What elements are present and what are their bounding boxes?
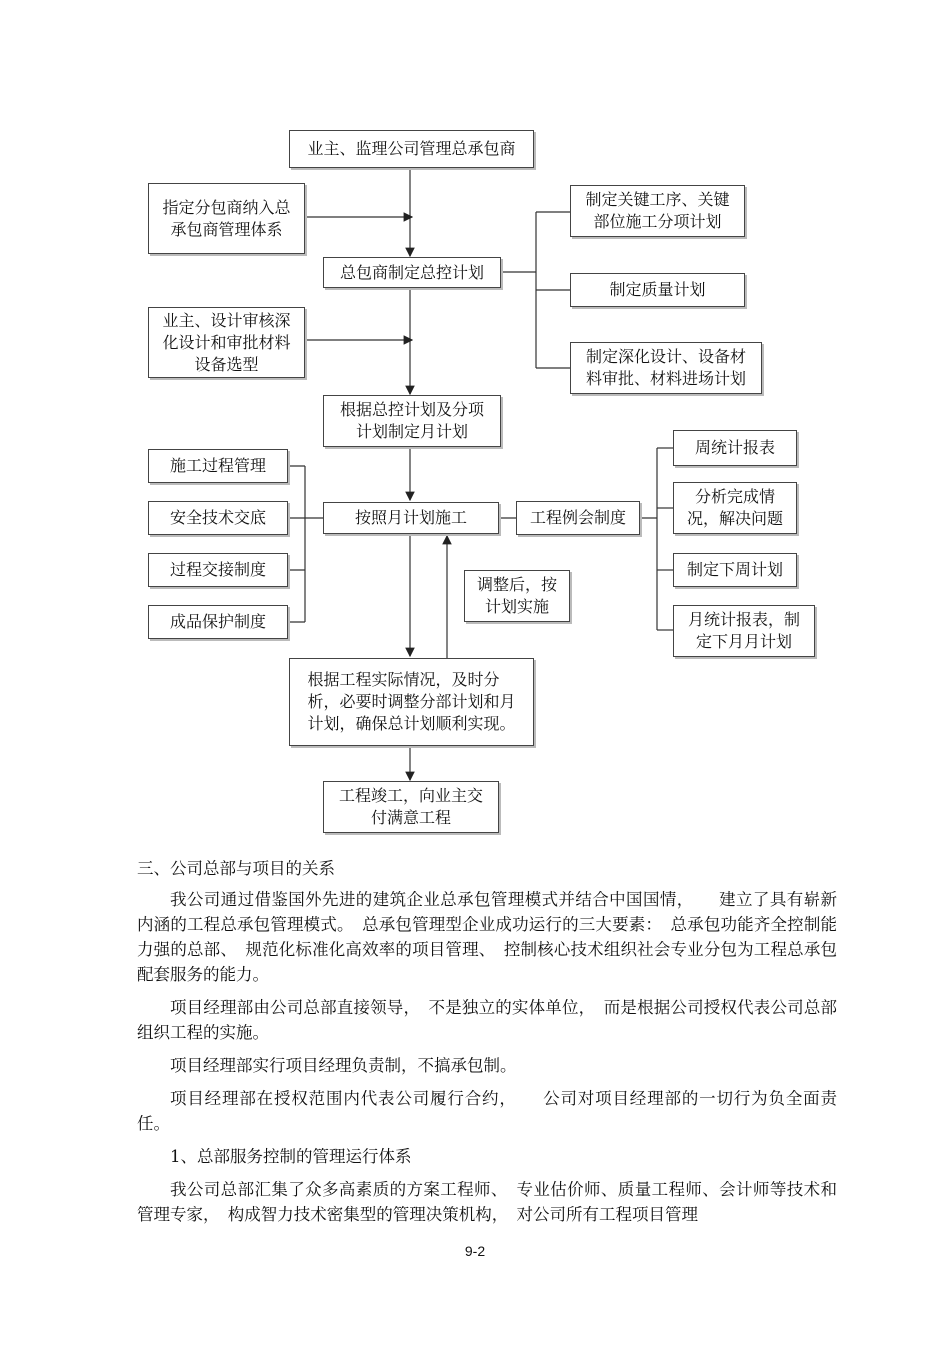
flow-box-completion: 工程竣工，向业主交 付满意工程: [323, 781, 499, 833]
subheading: 1、总部服务控制的管理运行体系: [170, 1147, 412, 1166]
flow-box-handover-system: 过程交接制度: [148, 553, 288, 587]
flow-box-safety-briefing: 安全技术交底: [148, 501, 288, 535]
flow-box-quality-plan: 制定质量计划: [570, 273, 745, 307]
flow-box-monthly-plan: 根据总控计划及分项 计划制定月计划: [323, 395, 501, 447]
flow-box-process-management: 施工过程管理: [148, 449, 288, 483]
flow-box-monthly-report-text: 月统计报表，制 定下月月计划: [687, 610, 800, 651]
flow-box-next-week-plan: 制定下周计划: [673, 553, 797, 587]
body-text: [137, 887, 837, 1227]
flow-box-analysis: 根据工程实际情况，及时分 析，必要时调整分部计划和月 计划，确保总计划顺利实现。: [289, 658, 534, 746]
paragraph: 项目经理部在授权范围内代表公司履行合约， 公司对项目经理部的一切行为负全面责任。: [137, 1089, 837, 1133]
flow-box-master-plan: 总包商制定总控计划: [323, 257, 501, 288]
paragraph: 项目经理部由公司总部直接领导， 不是独立的实体单位， 而是根据公司授权代表公司总部组织工程的实施。: [137, 998, 837, 1042]
paragraph: 我公司通过借鉴国外先进的建筑企业总承包管理模式并结合中国国情， 建立了具有崭新内涵的工程总承包管理模式。 总承包管理型企业成功运行的三大要素： 总承包功能齐全控制能力强的总部、 规范化标准化高效率的项目管理、 控制核心技术组织社会专业分包为工程总承包配套服务的能力。: [137, 890, 837, 984]
flow-box-weekly-report: 周统计报表: [673, 430, 797, 466]
flow-box-analysis-completion: [673, 482, 797, 534]
flow-box-adjust: 调整后，按 计划实施: [464, 570, 570, 622]
flow-box-execute-monthly: 按照月计划施工: [323, 502, 499, 534]
flow-box-design-review: 业主、设计审核深 化设计和审批材料 设备选型: [148, 307, 305, 378]
flow-box-regular-meeting: 工程例会制度: [516, 501, 640, 535]
flow-box-analysis-completion-text: 分析完成情 况，解决问题: [686, 487, 783, 528]
paragraph: 我公司总部汇集了众多高素质的方案工程师、 专业估价师、质量工程师、会计师等技术和管理专家， 构成智力技术密集型的管理决策机构， 对公司所有工程项目管理: [137, 1180, 837, 1224]
flow-box-product-protection: 成品保护制度: [148, 605, 288, 639]
flow-box-owner-supervision: 业主、监理公司管理总承包商: [289, 130, 534, 168]
paragraph: 项目经理部实行项目经理负责制，不搞承包制。: [170, 1056, 517, 1075]
flow-box-monthly-report: [673, 605, 815, 657]
page-number: 9-2: [464, 1243, 486, 1259]
flow-box-deepening-plan: 制定深化设计、设备材 料审批、材料进场计划: [570, 342, 762, 394]
flow-box-key-process-plan: 制定关键工序、关键 部位施工分项计划: [570, 185, 745, 237]
flow-box-subcontractor: 指定分包商纳入总 承包商管理体系: [148, 183, 305, 254]
section-heading: 三、公司总部与项目的关系: [137, 859, 335, 878]
